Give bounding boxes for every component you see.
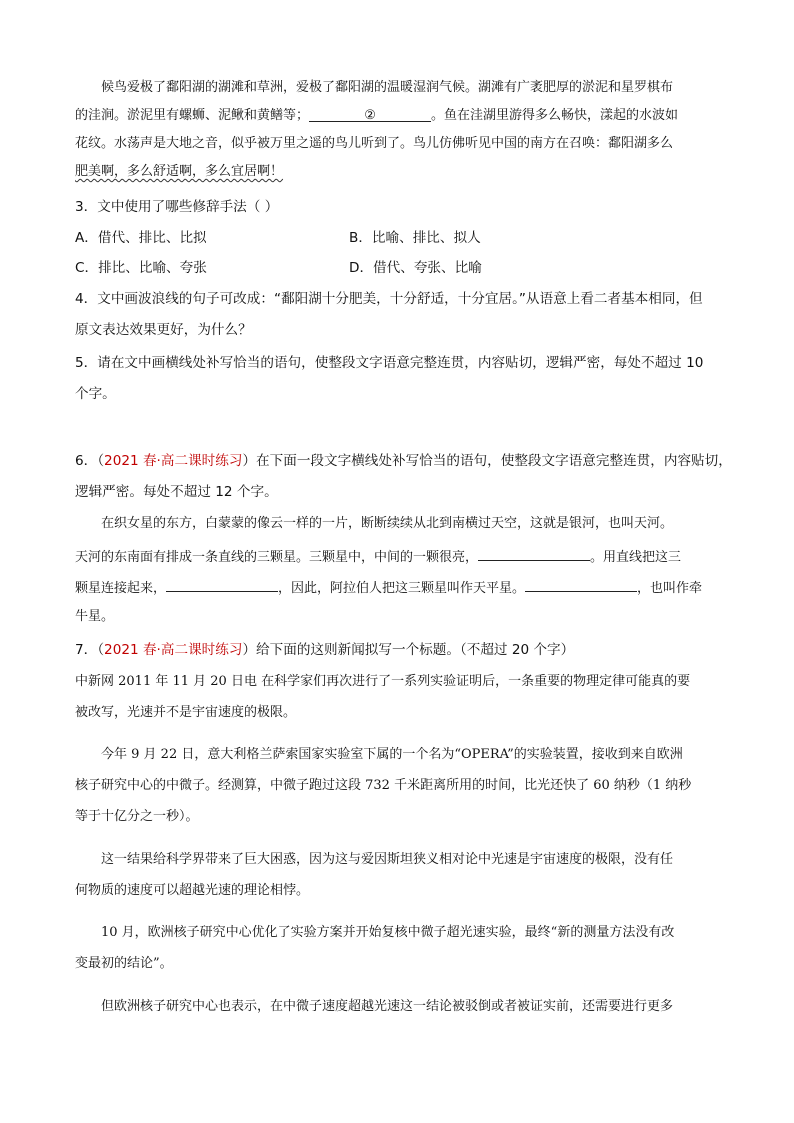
- news-line-1: 中新网 2011 年 11 月 20 日电 在科学家们再次进行了一系列实验证明后，一条重要的物理定律可能真的要: [75, 674, 691, 689]
- news-line-10: 但欧洲核子研究中心也表示，在中微子速度超越光速这一结论被驳倒或者被证实前，还需要进行更多: [101, 999, 674, 1014]
- q7-number: 7．（: [75, 642, 105, 658]
- q6-source: 2021 春·高二课时练习: [104, 453, 243, 469]
- q6-text: 天河的东南面有排成一条直线的三颗星。三颗星中，中间的一颗很亮，: [75, 550, 479, 565]
- q6-blank-3: [525, 576, 637, 592]
- q6-para-1: 在织女星的东方，白蒙蒙的像云一样的一片，断断续续从北到南横过天空，这就是银河，也叫天河。: [101, 516, 674, 531]
- q5-line-2: 个字。: [75, 386, 116, 402]
- q4-line-2: 原文表达效果更好，为什么？: [75, 322, 252, 338]
- news-line-9: 变最初的结论”。: [75, 956, 173, 971]
- q6-text: 颗星连接起来，: [75, 581, 167, 596]
- passage-line-1: 候鸟爱极了鄱阳湖的湖滩和草洲，爱极了鄱阳湖的温暖湿润气候。湖滩有广袤肥厚的淤泥和星罗棋布: [101, 80, 674, 95]
- q4-line-1: 4．文中画波浪线的句子可改成：“鄱阳湖十分肥美，十分舒适，十分宜居。”从语意上看二者基本相同，但: [75, 291, 703, 307]
- blank-2: ②: [309, 106, 431, 122]
- q3-option-d: D．借代、夸张、比喻: [349, 260, 482, 276]
- q7-source: 2021 春·高二课时练习: [104, 642, 243, 658]
- q6-line-1: [75, 451, 732, 471]
- passage-line-3: [75, 134, 725, 154]
- news-line-8: 10 月，欧洲核子研究中心优化了实验方案并开始复核中微子超光速实验，最终“新的测量方法没有改: [101, 925, 675, 940]
- q6-stem: ）在下面一段文字横线处补写恰当的语句，使整段文字语意完整连贯，内容贴切，: [242, 453, 732, 469]
- news-line-2: 被改写，光速并不是宇宙速度的极限。: [75, 705, 297, 720]
- passage-text: 的洼涧。淤泥里有螺蛳、泥鳅和黄鳝等；: [75, 108, 310, 123]
- news-line-5: 等于十亿分之一秒）。: [75, 809, 199, 824]
- q6-blank-2: [166, 576, 278, 592]
- passage-text: 花纹。水荡声是大地之音，似乎被万里之遥的鸟儿听到了。鸟儿仿佛听见中国的南方在召唤：鄱阳湖多么: [75, 136, 674, 151]
- q6-text: ，也叫作牵: [637, 581, 703, 596]
- wavy-sentence: 肥美啊，多么舒适啊，多么宜居啊！: [75, 164, 284, 179]
- passage-text: 。鱼在洼湖里游得多么畅快，漾起的水波如: [431, 108, 679, 123]
- q3-option-c: C．排比、比喻、夸张: [75, 260, 207, 276]
- news-line-3: 今年 9 月 22 日，意大利格兰萨索国家实验室下属的一个名为“OPERA”的实验装置，接收到来自欧洲: [101, 747, 683, 762]
- q6-text: 。用直线把这三: [590, 550, 682, 565]
- news-line-6: 这一结果给科学界带来了巨大困惑，因为这与爱因斯坦狭义相对论中光速是宇宙速度的极限，没有任: [101, 852, 674, 867]
- q6-para-3: [75, 576, 725, 599]
- news-line-7: 何物质的速度可以超越光速的理论相悖。: [75, 883, 310, 898]
- q7-stem: ）给下面的这则新闻拟写一个标题。（不超过 20 个字）: [242, 642, 575, 658]
- passage-line-2: [75, 106, 725, 126]
- q6-number: 6．（: [75, 453, 105, 469]
- q3-option-a: A．借代、排比、比拟: [75, 230, 207, 246]
- q6-line-2: 逻辑严密。每处不超过 12 个字。: [75, 484, 278, 500]
- q7-line-1: [75, 640, 725, 660]
- q6-text: ，因此，阿拉伯人把这三颗星叫作天平星。: [278, 581, 526, 596]
- q3-option-b: B．比喻、排比、拟人: [349, 230, 481, 246]
- q6-blank-1: [478, 545, 590, 561]
- q6-para-2: [75, 545, 725, 568]
- q3-stem: 3．文中使用了哪些修辞手法（ ）: [75, 199, 279, 215]
- news-line-4: 核子研究中心的中微子。经测算，中微子跑过这段 732 千米距离所用的时间，比光还快了 60 纳秒（1 纳秒: [75, 778, 692, 793]
- q6-para-4: 牛星。: [75, 609, 115, 624]
- passage-line-4: [75, 162, 725, 182]
- q5-line-1: 5．请在文中画横线处补写恰当的语句，使整段文字语意完整连贯，内容贴切，逻辑严密，每处不超过 10: [75, 355, 704, 371]
